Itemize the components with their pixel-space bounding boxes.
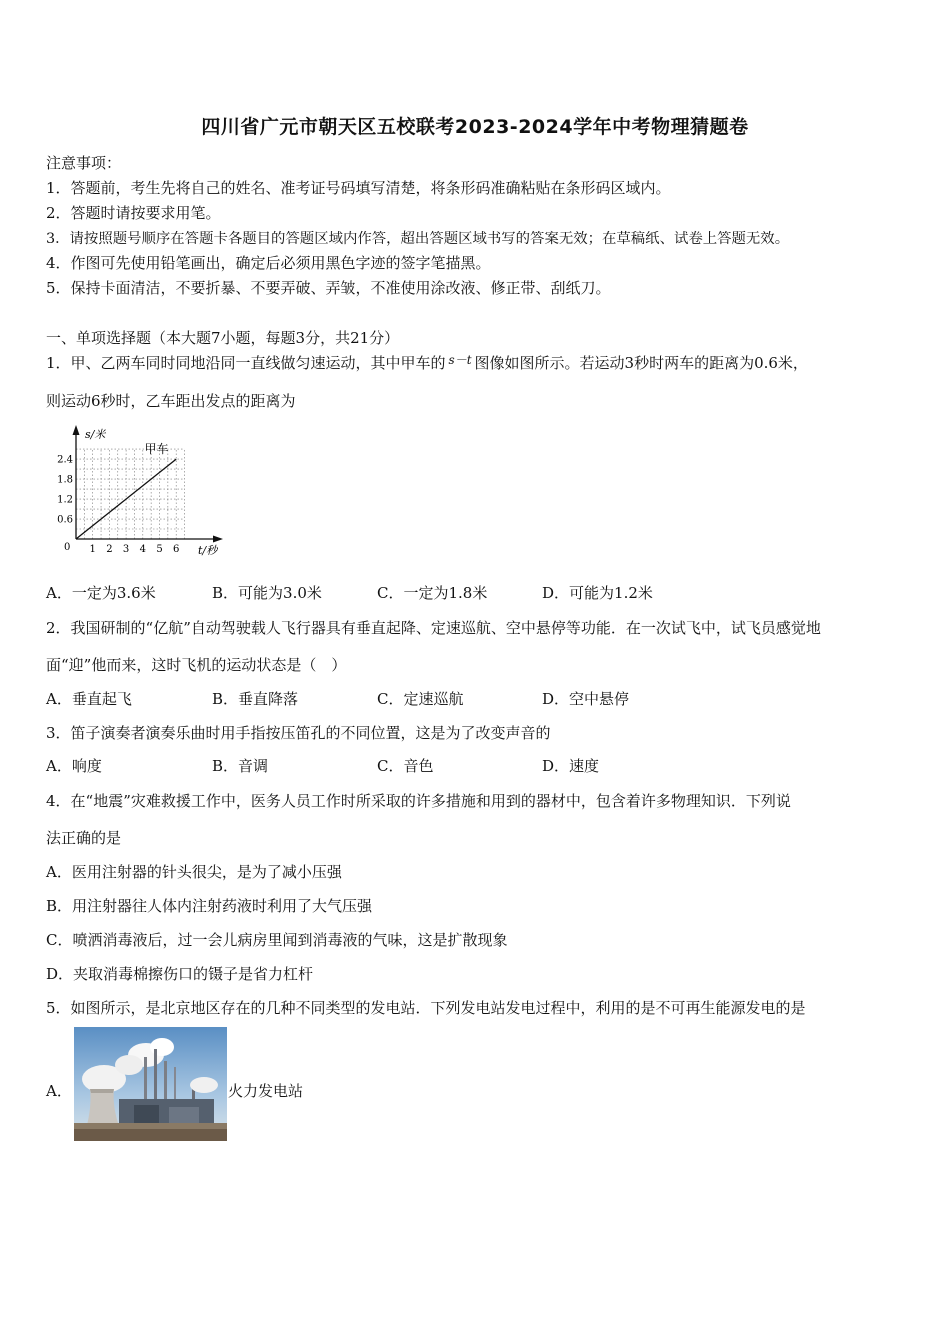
q4-stem-line2: 法正确的是 bbox=[46, 829, 122, 847]
y-tick-label: 1.8 bbox=[57, 474, 73, 486]
y-axis-arrow bbox=[73, 425, 80, 435]
q1-stem-line1 bbox=[46, 352, 808, 373]
q1-option-c[interactable]: C．一定为1.8米 bbox=[377, 584, 488, 602]
x-tick-label: 1 bbox=[89, 544, 96, 555]
q2-option-c[interactable]: C．定速巡航 bbox=[377, 690, 464, 708]
x-axis-arrow bbox=[213, 536, 223, 543]
q2-option-b[interactable]: B．垂直降落 bbox=[212, 690, 299, 708]
notice-item-5: 5．保持卡面清洁，不要折暴、不要弄破、弄皱，不准使用涂改液、修正带、刮纸刀。 bbox=[46, 279, 611, 297]
q1-option-a[interactable]: A．一定为3.6米 bbox=[46, 584, 156, 602]
q1-stem-line2: 则运动6秒时，乙车距出发点的距离为 bbox=[46, 392, 296, 410]
q5-stem: 5．如图所示，是北京地区存在的几种不同类型的发电站．下列发电站发电过程中，利用的是不可再生能源发电的是 bbox=[46, 999, 806, 1017]
x-tick-label: 4 bbox=[139, 544, 146, 555]
notice-item-1: 1．答题前，考生先将自己的姓名、准考证号码填写清楚，将条形码准确粘贴在条形码区域内。 bbox=[46, 179, 671, 197]
page-title: 四川省广元市朝天区五校联考2023-2024学年中考物理猜题卷 bbox=[201, 116, 749, 138]
chart-series-label: 甲车 bbox=[144, 442, 169, 457]
q3-stem: 3．笛子演奏者演奏乐曲时用手指按压笛孔的不同位置，这是为了改变声音的 bbox=[46, 724, 551, 742]
x-tick-label: 5 bbox=[156, 544, 163, 555]
q3-option-a[interactable]: A．响度 bbox=[46, 757, 102, 775]
q2-stem-line2: 面“迎”他而来，这时飞机的运动状态是（ ） bbox=[46, 656, 347, 674]
q4-option-d[interactable]: D．夹取消毒棉擦伤口的镊子是省力杠杆 bbox=[46, 965, 314, 983]
section-heading: 一、单项选择题（本大题7小题，每题3分，共21分） bbox=[46, 329, 400, 347]
notice-item-4: 4．作图可先使用铅笔画出，确定后必须用黑色字迹的签字笔描黑。 bbox=[46, 254, 491, 272]
q1-text-a: 1．甲、乙两车同时同地沿同一直线做匀速运动，其中甲车的 bbox=[46, 354, 446, 372]
q4-option-b[interactable]: B．用注射器往人体内注射药液时利用了大气压强 bbox=[46, 897, 373, 915]
notice-item-3: 3．请按照题号顺序在答题卡各题目的答题区域内作答，超出答题区域书写的答案无效；在草稿纸、试卷上答题无效。 bbox=[46, 231, 790, 247]
q2-option-a[interactable]: A．垂直起飞 bbox=[46, 690, 132, 708]
chart-x-label: t/秒 bbox=[198, 544, 218, 557]
q5-option-a-label[interactable]: 火力发电站 bbox=[228, 1082, 304, 1100]
x-tick-label: 3 bbox=[122, 544, 130, 555]
q5-option-a-prefix[interactable]: A． bbox=[46, 1082, 72, 1100]
q1-text-b: 图像如图所示。若运动3秒时两车的距离为0.6米， bbox=[474, 354, 808, 372]
q4-option-c[interactable]: C．喷洒消毒液后，过一会儿病房里闻到消毒液的气味，这是扩散现象 bbox=[46, 931, 508, 949]
chart-origin-label: 0 bbox=[64, 542, 71, 553]
q4-option-a[interactable]: A．医用注射器的针头很尖，是为了减小压强 bbox=[46, 863, 342, 881]
q1-option-d[interactable]: D．可能为1.2米 bbox=[542, 584, 653, 602]
q2-option-d[interactable]: D．空中悬停 bbox=[542, 690, 630, 708]
q1-option-b[interactable]: B．可能为3.0米 bbox=[212, 584, 322, 602]
q4-stem-line1: 4．在“地震”灾难救援工作中，医务人员工作时所采取的许多措施和用到的器材中，包含着许多物理知识．下列说 bbox=[46, 792, 791, 810]
q3-option-d[interactable]: D．速度 bbox=[542, 757, 600, 775]
chart-y-label: s/米 bbox=[85, 428, 106, 441]
q1-symbol: s－t bbox=[448, 353, 472, 367]
q3-option-b[interactable]: B．音调 bbox=[212, 757, 269, 775]
notice-item-2: 2．答题时请按要求用笔。 bbox=[46, 204, 221, 222]
x-tick-label: 2 bbox=[106, 544, 113, 555]
notice-heading: 注意事项： bbox=[46, 154, 122, 172]
y-tick-label: 0.6 bbox=[57, 514, 73, 526]
q2-stem-line1: 2．我国研制的“亿航”自动驾驶载人飞行器具有垂直起降、定速巡航、空中悬停等功能．在一次试飞中，试飞员感觉地 bbox=[46, 619, 821, 637]
x-tick-label: 6 bbox=[173, 544, 180, 555]
thermal-power-station-photo bbox=[74, 1027, 227, 1141]
s-t-chart bbox=[50, 420, 240, 560]
y-tick-label: 2.4 bbox=[57, 454, 73, 466]
q3-option-c[interactable]: C．音色 bbox=[377, 757, 434, 775]
y-tick-label: 1.2 bbox=[57, 494, 73, 506]
